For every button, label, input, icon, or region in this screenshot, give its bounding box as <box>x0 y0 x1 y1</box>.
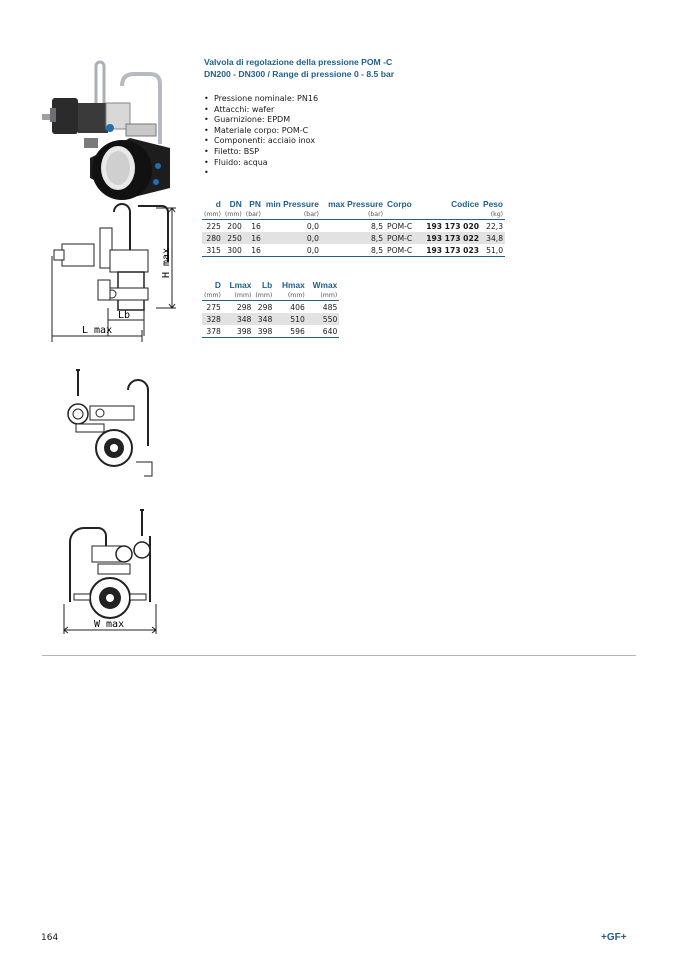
table-cell: POM-C <box>387 245 413 255</box>
unit-cell: (mm) <box>307 291 340 301</box>
table-cell: 485 <box>322 302 338 312</box>
gf-logo: +GF+ <box>601 932 627 943</box>
table-header-row <box>202 198 505 210</box>
spec-item: • Filetto: BSP <box>204 147 318 158</box>
unit-cell: (bar) <box>263 210 321 220</box>
l-max-label: L max <box>82 325 113 336</box>
table-cell: 16 <box>244 232 263 244</box>
table-cell: 225 <box>206 221 221 231</box>
col-header-corpo: Corpo <box>387 199 412 209</box>
spec-item: • Fluido: acqua <box>204 158 318 169</box>
table-cell: 0,0 <box>263 232 321 244</box>
product-title <box>204 57 394 80</box>
h-max-label: H max <box>161 247 172 278</box>
dimensions-table <box>202 279 339 338</box>
col-header-max-pressure: max Pressure <box>328 199 384 209</box>
table-header-row <box>202 279 339 291</box>
unit-cell: (mm) <box>204 211 221 218</box>
table-row <box>202 301 339 314</box>
table-cell: 200 <box>227 221 242 231</box>
table-units-row <box>202 210 505 220</box>
spec-list <box>204 94 318 179</box>
unit-cell: (mm) <box>224 211 242 218</box>
unit-cell: (bar) <box>245 211 261 218</box>
unit-cell: (mm) <box>204 292 221 299</box>
table-units-row <box>202 291 339 301</box>
col-header-wmax: Wmax <box>312 280 338 290</box>
table-cell: 298 <box>257 302 273 312</box>
table-cell: 8,5 <box>370 221 384 231</box>
col-header-pn: PN <box>249 199 261 209</box>
col-header-min-pressure: min Pressure <box>265 199 319 209</box>
table-cell: 406 <box>290 302 305 312</box>
col-header-lmax: Lmax <box>229 280 252 290</box>
table-cell: 550 <box>307 313 340 325</box>
col-header-codice: Codice <box>451 199 480 209</box>
unit-cell: (mm) <box>274 291 307 301</box>
unit-cell: (kg) <box>481 210 505 220</box>
table-cell: 280 <box>202 232 223 244</box>
table-cell: 398 <box>253 325 274 338</box>
col-header-lb: Lb <box>262 280 273 290</box>
table-cell: 193 173 020 <box>426 221 480 231</box>
product-table <box>202 198 505 257</box>
table-cell: 250 <box>223 232 244 244</box>
spec-item <box>204 168 318 179</box>
table-cell: 16 <box>244 244 263 257</box>
product-title-line1: Valvola di regolazione della pressione POM -C <box>204 57 393 67</box>
table-cell: 275 <box>206 302 221 312</box>
table-row <box>202 244 505 257</box>
table-cell: 22,3 <box>486 221 504 231</box>
lb-label: Lb <box>118 310 131 321</box>
col-header-d: d <box>215 199 221 209</box>
unit-cell: (mm) <box>255 292 273 299</box>
unit-cell <box>414 210 481 220</box>
table-cell: 328 <box>202 313 223 325</box>
spec-item: • Pressione nominale: PN16 <box>204 94 318 105</box>
table-cell: 51,0 <box>481 244 505 257</box>
front-view-drawing <box>60 506 165 636</box>
product-title-line2: DN200 - DN300 / Range di pressione 0 - 8.5 bar <box>204 68 395 79</box>
product-photo <box>40 58 175 203</box>
table-cell: 640 <box>307 325 340 338</box>
table-cell: 16 <box>251 221 261 231</box>
page-number: 164 <box>41 933 59 943</box>
unit-cell <box>385 210 414 220</box>
table-row <box>202 232 505 244</box>
table-cell: 0,0 <box>263 244 321 257</box>
table-row <box>202 325 339 338</box>
table-cell: 510 <box>274 313 307 325</box>
unit-cell: (bar) <box>321 210 385 220</box>
table-cell: 193 173 023 <box>414 244 481 257</box>
spec-item: • Guarnizione: EPDM <box>204 115 318 126</box>
w-max-label: W max <box>94 619 125 630</box>
spec-item: • Componenti: acciaio inox <box>204 136 318 147</box>
table-cell: 348 <box>253 313 274 325</box>
table-cell: POM-C <box>387 233 413 243</box>
table-cell: 8,5 <box>321 244 385 257</box>
top-view-drawing <box>62 366 162 481</box>
spec-item: • Attacchi: wafer <box>204 105 318 116</box>
unit-cell: (mm) <box>223 291 254 301</box>
table-cell: 398 <box>223 325 254 338</box>
table-cell: 193 173 022 <box>414 232 481 244</box>
col-header-peso: Peso <box>483 199 504 209</box>
col-header-hmax: Hmax <box>281 280 305 290</box>
table-cell: 300 <box>223 244 244 257</box>
table-row <box>202 220 505 233</box>
table-cell: 34,8 <box>481 232 505 244</box>
col-header-d: D <box>214 280 221 290</box>
table-cell: 348 <box>223 313 254 325</box>
spec-item: • Materiale corpo: POM-C <box>204 126 318 137</box>
table-cell: 0,0 <box>306 221 319 231</box>
table-cell: POM-C <box>387 221 413 231</box>
table-cell: 378 <box>202 325 223 338</box>
section-divider <box>42 655 636 656</box>
table-cell: 298 <box>236 302 252 312</box>
table-cell: 315 <box>202 244 223 257</box>
side-view-drawing <box>48 200 183 350</box>
table-cell: 8,5 <box>321 232 385 244</box>
table-row <box>202 313 339 325</box>
col-header-dn: DN <box>229 199 242 209</box>
table-cell: 596 <box>274 325 307 338</box>
